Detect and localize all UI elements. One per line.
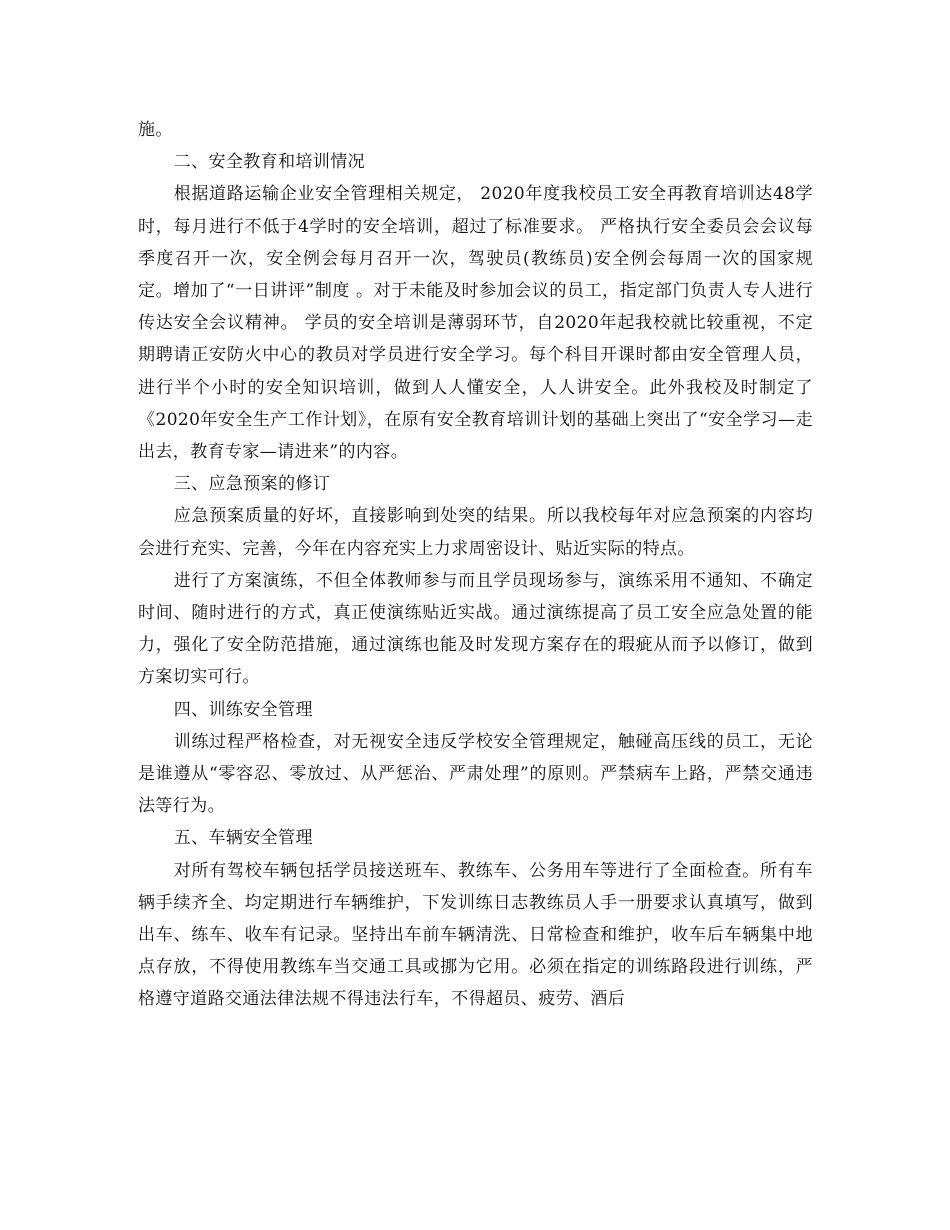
section-heading-4: 四、训练安全管理 (173, 699, 313, 720)
paragraph-training: 根据道路运输企业安全管理相关规定， 2020年度我校员工安全再教育培训达48学时，每月进行不低于4学时的安全培训，超过了标准要求。 严格执行安全委员会会议每季度召开一次，安全例会每月召开一次，驾驶员(教练员)安全例会每周一次的国家规定。增加了“一日讲评”制度 。对于未能及时参加会议的员工，指定部门负责人专人进行传达安全会议精神。 学员的安全培训是薄弱环节，自2020年起我校就比较重视，不定期聘请正安防火中心的教员对学员进行安全学习。每个科目开课时都由安全管理人员，进行半个小时的安全知识培训，做到人人懂安全，人人讲安全。此外我校及时制定了《2020年安全生产工作计划》，在原有安全教育培训计划的基础上突出了“安全学习—走出去，教育专家—请进来”的内容。 (138, 184, 813, 463)
paragraph-emergency-plan: 应急预案质量的好坏，直接影响到处突的结果。所以我校每年对应急预案的内容均会进行充实、完善，今年在内容充实上力求周密设计、贴近实际的特点。 (138, 506, 813, 559)
paragraph-vehicle-safety: 对所有驾校车辆包括学员接送班车、教练车、公务用车等进行了全面检查。所有车辆手续齐全、均定期进行车辆维护，下发训练日志教练员人手一册要求认真填写，做到出车、练车、收车有记录。坚持出车前车辆清洗、日常检查和维护，收车后车辆集中地点存放，不得使用教练车当交通工具或挪为它用。必须在指定的训练路段进行训练，严格遵守道路交通法律法规不得违法行车，不得超员、疲劳、酒后 (138, 860, 813, 1010)
section-heading-2: 二、安全教育和培训情况 (173, 152, 366, 173)
section-heading-3: 三、应急预案的修订 (173, 474, 331, 495)
paragraph-drill: 进行了方案演练，不但全体教师参与而且学员现场参与，演练采用不通知、不确定时间、随时进行的方式，真正使演练贴近实战。通过演练提高了员工安全应急处置的能力，强化了安全防范措施，通过演练也能及时发现方案存在的瑕疵从而予以修订，做到方案切实可行。 (138, 570, 813, 688)
paragraph-training-safety: 训练过程严格检查，对无视安全违反学校安全管理规定，触碰高压线的员工，无论是谁遵从“零容忍、零放过、从严惩治、严肃处理”的原则。严禁病车上路，严禁交通违法等行为。 (138, 731, 813, 817)
section-heading-5: 五、车辆安全管理 (173, 828, 313, 849)
paragraph-continuation: 施。 (138, 120, 173, 140)
document-page (138, 114, 813, 1016)
